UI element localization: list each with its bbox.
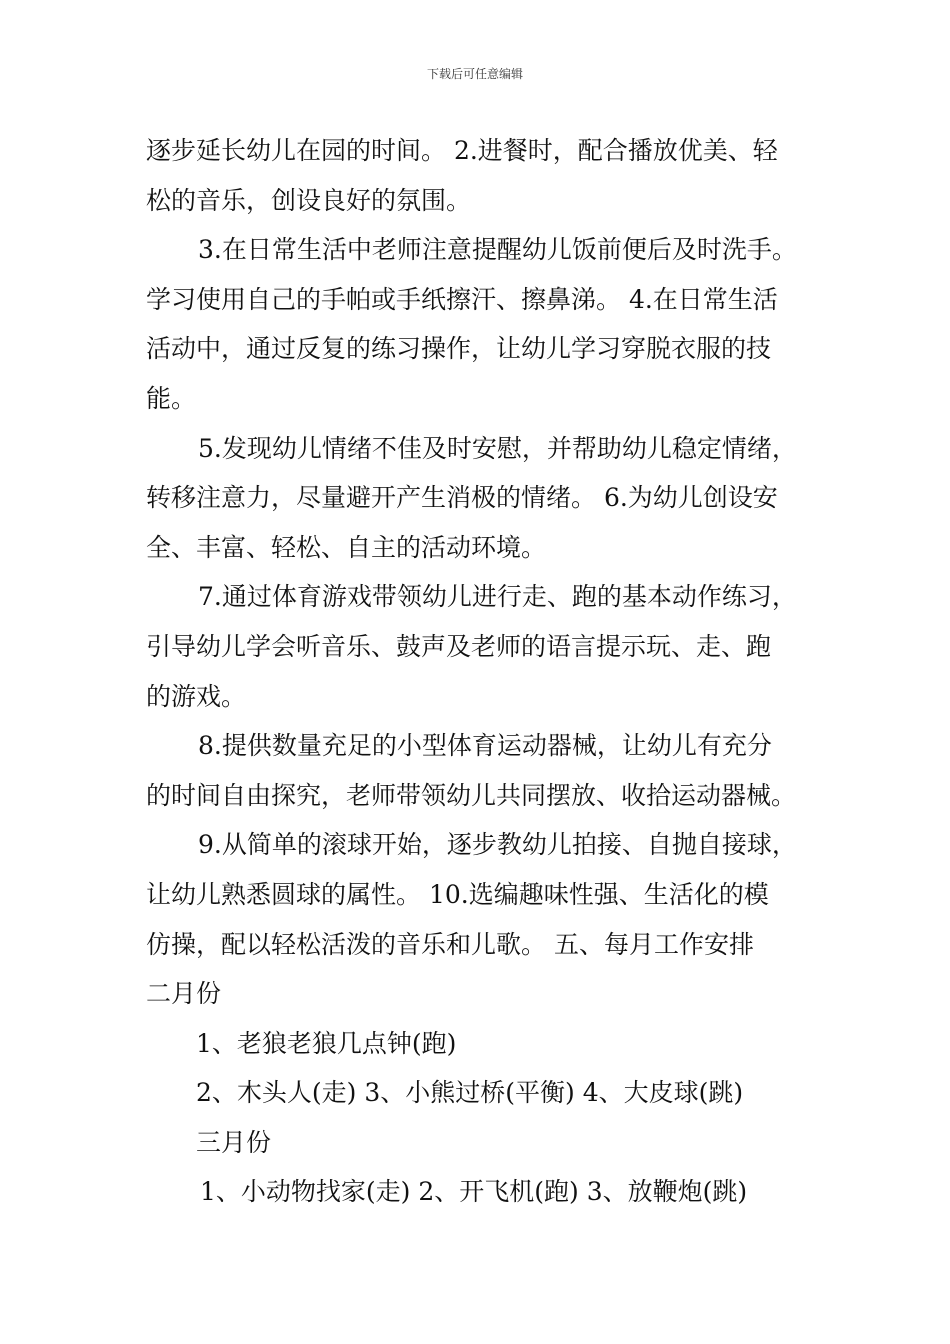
paragraph-line: 8.提供数量充足的小型体育运动器械，让幼儿有充分 [198, 731, 772, 761]
section-heading-march: 三月份 [196, 1127, 272, 1157]
paragraph-line: 5.发现幼儿情绪不佳及时安慰，并帮助幼儿稳定情绪， [198, 433, 797, 463]
text-line: 逐步延长幼儿在园的时间。 2.进餐时，配合播放优美、轻 [146, 136, 778, 165]
paragraph-line: 3.在日常生活中老师注意提醒幼儿饭前便后及时洗手。 [198, 235, 797, 265]
text-line: 能。 [146, 383, 197, 413]
text-line: 转移注意力，尽量避开产生消极的情绪。 6.为幼儿创设安 [146, 483, 778, 513]
text-line: 学习使用自己的手帕或手纸擦汗、擦鼻涕。 4.在日常生活 [146, 284, 778, 314]
text-line: 让幼儿熟悉圆球的属性。 10.选编趣味性强、生活化的模 [146, 879, 769, 909]
list-item: 1、小动物找家(走) 2、开飞机(跑) 3、放鞭炮(跳) [200, 1177, 748, 1207]
text-line: 松的音乐，创设良好的氛围。 [146, 185, 472, 215]
text-line: 的游戏。 [146, 681, 247, 711]
page-header: 下载后可任意编辑 [426, 67, 523, 81]
text-line: 的时间自由探究，老师带领幼儿共同摆放、收拾运动器械。 [146, 780, 797, 810]
paragraph-line: 9.从简单的滚球开始，逐步教幼儿拍接、自抛自接球， [198, 830, 797, 860]
document-body [146, 126, 826, 1217]
list-item: 1、老狼老狼几点钟(跑) [196, 1028, 457, 1058]
text-line: 活动中，通过反复的练习操作，让幼儿学习穿脱衣服的技 [146, 334, 772, 364]
text-line: 仿操，配以轻松活泼的音乐和儿歌。 五、每月工作安排 [146, 929, 754, 959]
paragraph-line: 7.通过体育游戏带领幼儿进行走、跑的基本动作练习， [198, 582, 797, 612]
list-item: 2、木头人(走) 3、小熊过桥(平衡) 4、大皮球(跳) [196, 1078, 744, 1108]
section-heading-february: 二月份 [146, 979, 222, 1009]
text-line: 引导幼儿学会听音乐、鼓声及老师的语言提示玩、走、跑 [146, 631, 772, 661]
text-line: 全、丰富、轻松、自主的活动环境。 [146, 532, 547, 562]
